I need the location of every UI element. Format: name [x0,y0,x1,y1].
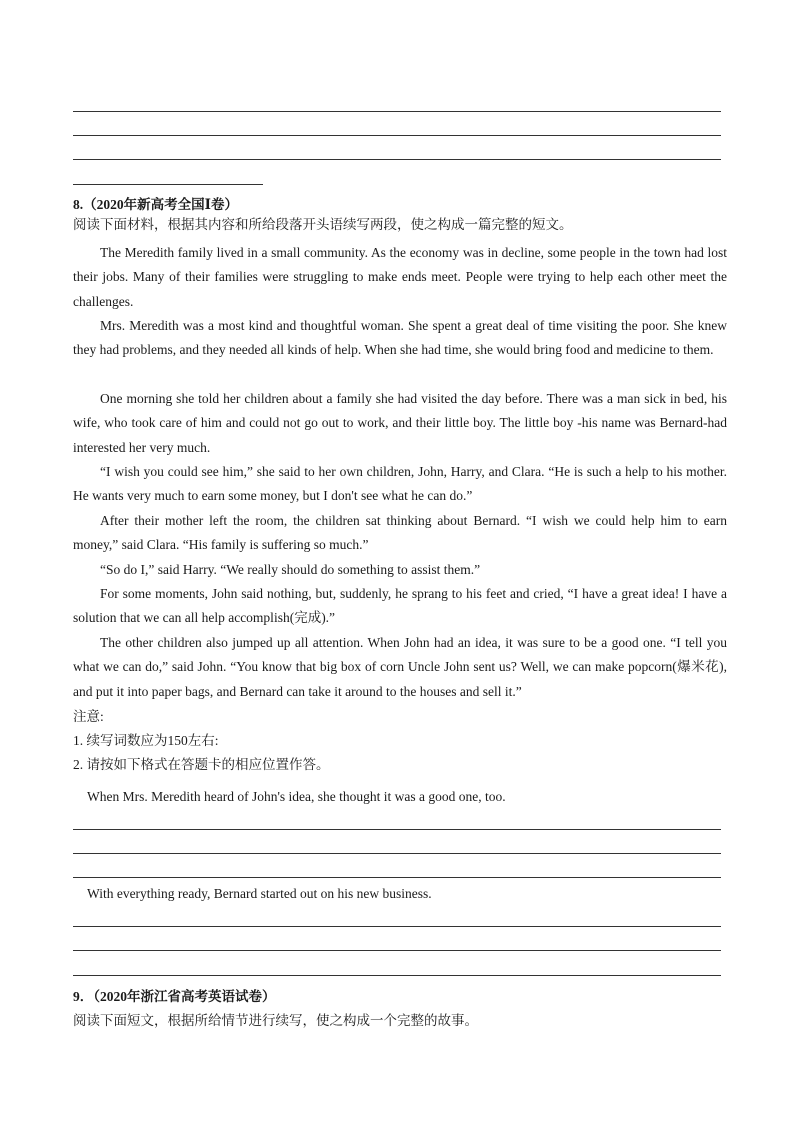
section-divider [73,184,263,185]
q8-paragraph-4: “I wish you could see him,” she said to her own children, John, Harry, and Clara. “He is such a help to his mother. He wants very much to earn some money, but I don't see what he can do.” [73,464,727,504]
q8-instruction: 阅读下面材料，根据其内容和所给段落开头语续写两段，使之构成一篇完整的短文。 [73,217,573,232]
q8-paragraph-1: The Meredith family lived in a small community. As the economy was in decline, some people in the town had lost their jobs. Many of their families were struggling to make ends meet. People were trying to help each other meet the challenges. [73,245,727,309]
q8-paragraph-8: The other children also jumped up all attention. When John had an idea, it was sure to be a good one. “I tell you what we can do,” said John. “You know that big box of corn Uncle John sent us? Well, we can make popcorn(爆米花), and put it into paper bags, and Bernard can take it around to the houses and sell it.” [73,635,727,699]
answer-line [73,877,721,878]
q8-paragraph-3: One morning she told her children about a family she had visited the day before. There was a man sick in bed, his wife, who took care of him and could not go out to work, and their little boy. The little boy -his name was Bernard-had interested her very much. [73,391,727,455]
answer-line [73,926,721,927]
q8-note-1: 1. 续写词数应为150左右: [73,733,219,748]
q9-instruction: 阅读下面短文，根据所给情节进行续写，使之构成一个完整的故事。 [73,1013,478,1028]
answer-line [73,135,721,136]
q8-starter-1: When Mrs. Meredith heard of John's idea, she thought it was a good one, too. [87,789,506,804]
answer-line [73,829,721,830]
q8-heading: 8.（2020年新高考全国Ⅰ卷） [73,197,238,212]
q9-heading: 9．（2020年浙江省高考英语试卷） [73,989,276,1004]
answer-line [73,853,721,854]
q8-note-2: 2. 请按如下格式在答题卡的相应位置作答。 [73,757,330,772]
q8-note-label: 注意: [73,709,104,724]
q8-paragraph-2: Mrs. Meredith was a most kind and thoughtful woman. She spent a great deal of time visiting the poor. She knew they had problems, and they needed all kinds of help. When she had time, she would bring food and medicine to them. [73,318,727,358]
answer-line [73,950,721,951]
answer-line [73,159,721,160]
q8-starter-2: With everything ready, Bernard started out on his new business. [87,886,432,901]
q8-paragraph-6: “So do I,” said Harry. “We really should do something to assist them.” [100,562,481,577]
answer-line [73,111,721,112]
q8-paragraph-5: After their mother left the room, the children sat thinking about Bernard. “I wish we could help him to earn money,” said Clara. “His family is suffering so much.” [73,513,727,553]
answer-line [73,975,721,976]
q8-paragraph-7: For some moments, John said nothing, but, suddenly, he sprang to his feet and cried, “I have a great idea! I have a solution that we can all help accomplish(完成).” [73,586,727,626]
